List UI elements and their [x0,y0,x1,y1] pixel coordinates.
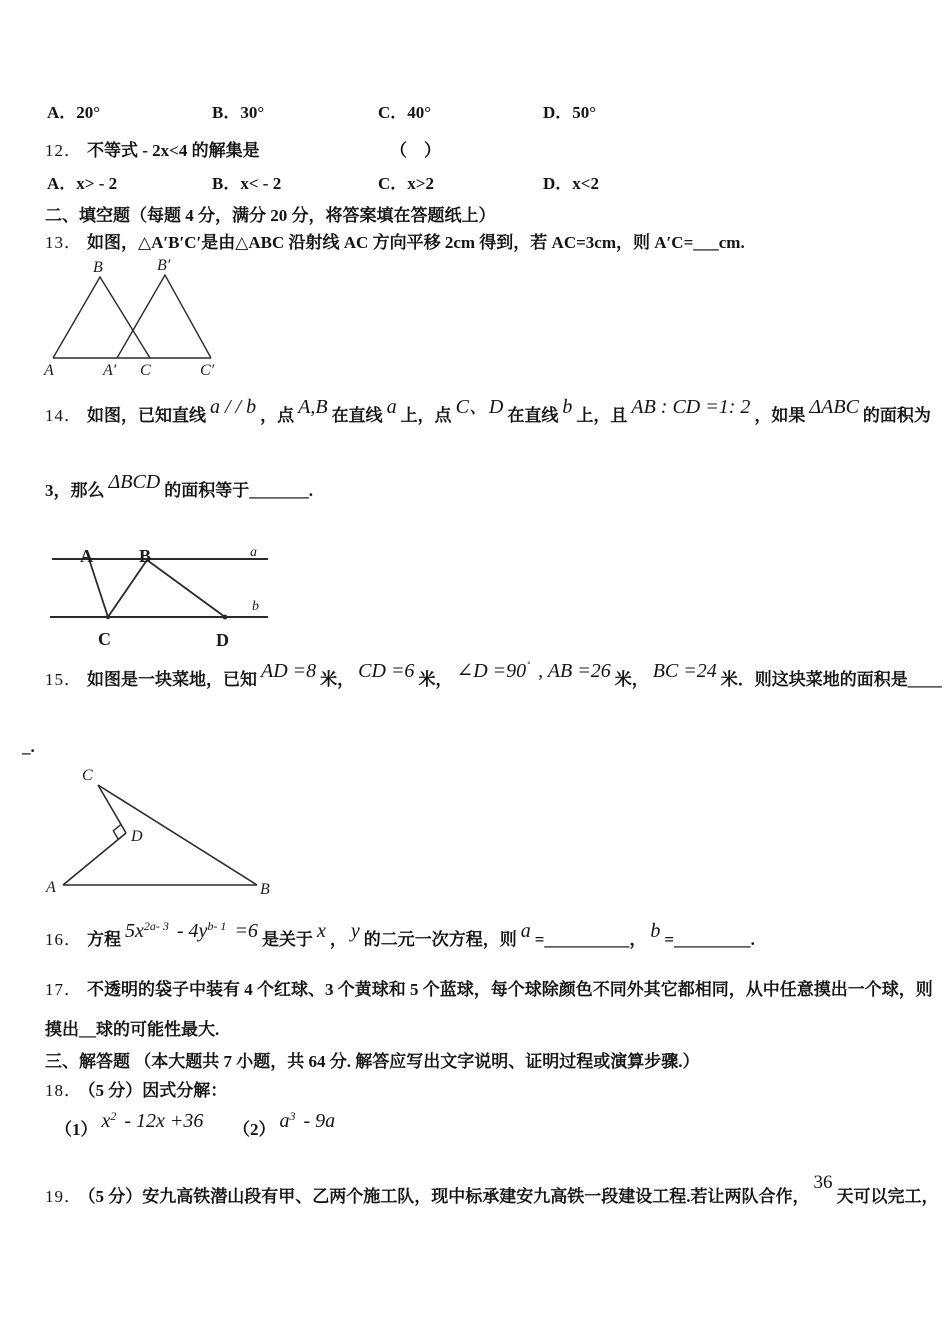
text-run: =_________. [664,930,755,949]
vertex-label-a: A [46,879,56,896]
math-run: AD =8 [261,660,317,682]
math-run: $x^2$ [101,1109,117,1132]
option-value: 30° [240,103,265,122]
text-run: 米．则这块菜地的面积是____ [720,670,942,689]
figure-q13-translated-triangles [43,257,215,379]
option-c [378,172,434,195]
option-b [212,101,264,124]
question-17-stem-line2 [45,1018,219,1041]
item-1 [55,1109,207,1141]
item-math [276,1109,340,1139]
text-run: 的面积等于_______. [164,481,313,500]
question-14-stem-line2 [45,471,313,502]
point-c-dot [106,615,110,619]
vertex-label-a: A [44,362,54,379]
vertex-label-c1: C′ [200,362,215,379]
point-label-a: A [80,546,93,566]
segment-bc [108,560,147,617]
point-d-dot [223,615,228,620]
math-run: ∠D =90˚ [456,659,531,682]
text-run: （5 分）安九高铁潜山段有甲、乙两个施工队，现中标承建安九高铁一段建设工程.若让两队合作， [87,1187,810,1206]
math-run: a [520,920,531,942]
option-value: 20° [76,103,101,122]
option-label: D． [543,174,573,193]
question-text: 不透明的袋子中装有 4 个红球、3 个黄球和 5 个蓝球，每个球除颜色不同外其它都相同，从中任意摸出一个球，则 [87,980,933,999]
segment-cb [98,785,257,885]
math-run: b [562,396,573,418]
option-d [543,172,599,195]
question-17-stem-line1 [45,978,933,1001]
question-13-stem [45,231,745,254]
math-run: CD =6 [358,660,415,682]
option-c [378,101,431,124]
option-label: C． [378,103,408,122]
math-run: 36 [813,1172,833,1193]
text-run: 在直线 [331,406,383,425]
triangle-a1b1c1 [117,275,211,358]
option-label: D． [543,103,573,122]
text-run: ， [329,930,347,949]
question-number: 16． [45,930,82,949]
text-run: 的面积为 [862,406,931,425]
option-value: x> - 2 [76,174,118,193]
option-label: A． [47,103,77,122]
math-run: a [386,396,397,418]
math-run: - $4y^{b- 1}$ [176,919,227,942]
option-value: x< - 2 [240,174,282,193]
vertex-label-d: D [131,828,143,845]
math-run: $a^3$ [279,1109,296,1132]
question-text: 如图，△A′B′C′是由△ABC 沿射线 AC 方向平移 2cm 得到，若 AC=3cm，则 A′C=___cm. [87,233,745,252]
question-15-stem-line2 [22,735,35,758]
question-number: 18． [45,1081,82,1100]
mixed-text-math [87,659,942,689]
text-run: ，如果 [754,406,806,425]
question-19-stem [45,1172,939,1208]
item-math [98,1109,208,1139]
text-run: ，点 [260,406,295,425]
question-number: 12． [45,141,82,160]
vertex-label-a1: A′ [103,362,117,379]
math-run: A,B [298,396,328,418]
question-text: （5 分）因式分解： [87,1081,228,1100]
point-label-d: D [216,630,229,650]
math-superscript: 2 [110,1109,117,1123]
option-a [47,172,117,195]
segment-bd [147,560,225,617]
section-title: 三、解答题 （本大题共 7 小题，共 64 分. 解答应写出文字说明、证明过程或演算步骤.） [45,1052,700,1071]
text-run: 如图，已知直线 [87,406,206,425]
vertex-label-c: C [82,767,93,784]
math-superscript: b- 1 [207,919,227,933]
math-run: =6 [234,920,258,942]
option-value: x>2 [407,174,434,193]
math-superscript: 3 [289,1109,296,1123]
math-run: ΔBCD [108,471,161,493]
question-18-stem [45,1079,227,1102]
option-value: 40° [407,103,432,122]
figure-q15-plot-abcd [45,767,270,898]
section-2-header [45,204,496,227]
math-run: - 12x +36 [124,1110,204,1132]
math-run: y [350,920,360,942]
text-run: 米， [418,670,453,689]
text-run: 方程 [87,930,121,949]
text-run: 是关于 [261,930,313,949]
item-2 [233,1109,339,1141]
math-run: C、D [455,396,504,418]
line-label-a: a [250,545,257,560]
question-number: 19． [45,1187,82,1206]
answer-brackets: （ ） [390,141,441,160]
right-angle-mark [113,824,121,839]
option-label: A． [47,174,77,193]
text-run: 上，点 [400,406,452,425]
question-number: 13． [45,233,82,252]
question-number: 14． [45,406,82,425]
math-superscript: ˚ [526,659,531,673]
figure-q14-parallel-lines [50,545,268,650]
option-label: C． [378,174,408,193]
line-label-b: b [252,599,259,614]
question-15-stem-line1 [45,659,942,691]
question-number: 17． [45,980,82,999]
triangle-abc [53,277,150,358]
text-run: 天可以完工， [836,1187,939,1206]
math-run: x [316,920,326,942]
math-run: b [650,920,661,942]
math-run: AB : CD =1: 2 [631,396,751,418]
math-run: - 9a [303,1110,336,1132]
text-run: 米， [320,670,355,689]
math-run: ΔABC [809,396,859,418]
math-run: $5x^{2a- 3}$ [125,919,169,942]
math-run: BC =24 [652,660,717,682]
question-text: 摸出__球的可能性最大. [45,1020,220,1039]
text-run: 米， [614,670,649,689]
text-run: =__________， [534,930,647,949]
option-a [47,101,100,124]
section-3-header [45,1050,700,1073]
point-label-b: B [139,546,152,566]
option-label: B． [212,174,241,193]
mixed-text-math [87,396,931,425]
point-label-c: C [98,629,111,649]
option-value: x<2 [572,174,599,193]
text-run: 在直线 [507,406,559,425]
text-run: 的二元一次方程，则 [363,930,517,949]
option-label: B． [212,103,241,122]
item-label: （1） [55,1120,98,1139]
mixed-text-math [87,919,755,949]
question-number: 15． [45,670,82,689]
text-run: 如图是一块菜地，已知 [87,670,257,689]
vertex-label-c: C [140,362,151,379]
segment-ad [63,833,126,885]
mixed-text-math [45,471,313,500]
segment-ac [89,559,108,617]
segment-dc [98,785,126,833]
text-run: 3，那么 [45,481,105,500]
question-16-stem [45,919,755,951]
question-text: 不等式 - 2x<4 的解集是 [87,141,260,160]
vertex-label-b: B [93,259,103,276]
option-d [543,101,596,124]
option-b [212,172,281,195]
math-run: a / / b [210,396,257,418]
question-14-stem-line1 [45,396,931,427]
math-superscript: 2a- 3 [143,919,169,933]
text-run: 上，且 [576,406,628,425]
vertex-label-b1: B′ [157,257,171,274]
mixed-text-math [87,1172,939,1206]
question-12-stem [45,139,441,162]
vertex-label-b: B [260,881,270,898]
option-value: 50° [572,103,597,122]
question-text: _. [22,737,35,756]
item-label: （2） [233,1120,276,1139]
section-title: 二、填空题（每题 4 分，满分 20 分，将答案填在答题纸上） [45,206,496,225]
math-run: , AB =26 [538,660,611,682]
